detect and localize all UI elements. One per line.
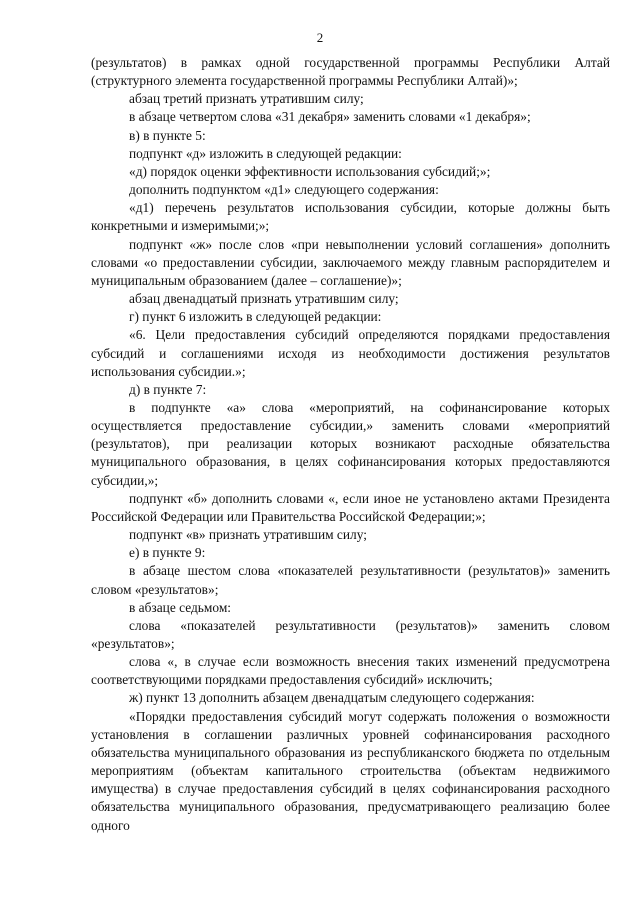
- paragraph: г) пункт 6 изложить в следующей редакции:: [129, 309, 382, 325]
- paragraph: «д) порядок оценки эффективности использования субсидий;»;: [129, 163, 491, 179]
- paragraph: в подпункте «а» слова «мероприятий, на софинансирование которых осуществляется предоставление субсидии,» заменить словами «мероприятий (результатов), при реализации которых возникают расходные обязательства муниципального образования, в целях софинансирования которых предоставляются субсидии,»;: [91, 399, 610, 488]
- paragraph: «Порядки предоставления субсидий могут содержать положения о возможности установления в соглашении различных уровней софинансирования расходного обязательства муниципального образования из республиканского бюджета по отдельным мероприятиям (объектам капитального строительства (объектам недвижимого имущества) в случае предоставления субсидий в целях софинансирования расходного обязательства муниципального образования, предусматривающего реализацию более одного: [91, 708, 610, 833]
- paragraph: подпункт «ж» после слов «при невыполнении условий соглашения» дополнить словами «о предоставлении субсидии, заключаемого между главным распорядителем и муниципальным образованием (далее – соглашение)»;: [91, 236, 610, 288]
- paragraph: в) в пункте 5:: [129, 127, 206, 143]
- paragraph: дополнить подпунктом «д1» следующего содержания:: [129, 182, 439, 198]
- paragraph: (результатов) в рамках одной государственной программы Республики Алтай (структурного элемента государственной программы Республики Алтай)»;: [91, 55, 610, 89]
- paragraph: «6. Цели предоставления субсидий определяются порядками предоставления субсидий и соглашениями исходя из необходимости достижения результатов использования субсидии.»;: [91, 327, 610, 379]
- paragraph: «д1) перечень результатов использования субсидии, которые должны быть конкретными и измеримыми;»;: [91, 200, 610, 234]
- paragraph: слова «, в случае если возможность внесения таких изменений предусмотрена соответствующими порядками предоставления субсидий» исключить;: [91, 654, 610, 688]
- paragraph: в абзаце четвертом слова «31 декабря» заменить словами «1 декабря»;: [129, 109, 531, 125]
- paragraph: абзац двенадцатый признать утратившим силу;: [129, 291, 399, 307]
- paragraph: подпункт «в» признать утратившим силу;: [129, 527, 367, 543]
- paragraph: в абзаце седьмом:: [129, 599, 232, 615]
- paragraph: абзац третий признать утратившим силу;: [129, 91, 364, 107]
- paragraph: подпункт «д» изложить в следующей редакции:: [129, 145, 402, 161]
- page-number: 2: [316, 30, 324, 45]
- paragraph: ж) пункт 13 дополнить абзацем двенадцатым следующего содержания:: [129, 690, 535, 706]
- paragraph: е) в пункте 9:: [129, 545, 206, 561]
- paragraph: д) в пункте 7:: [129, 381, 207, 397]
- paragraph: подпункт «б» дополнить словами «, если иное не установлено актами Президента Российской Федерации или Правительства Российской Федерации;»;: [91, 490, 610, 524]
- document-body: [91, 54, 610, 835]
- paragraph: в абзаце шестом слова «показателей результативности (результатов)» заменить словом «результатов»;: [91, 563, 610, 597]
- paragraph: слова «показателей результативности (результатов)» заменить словом «результатов»;: [91, 617, 610, 651]
